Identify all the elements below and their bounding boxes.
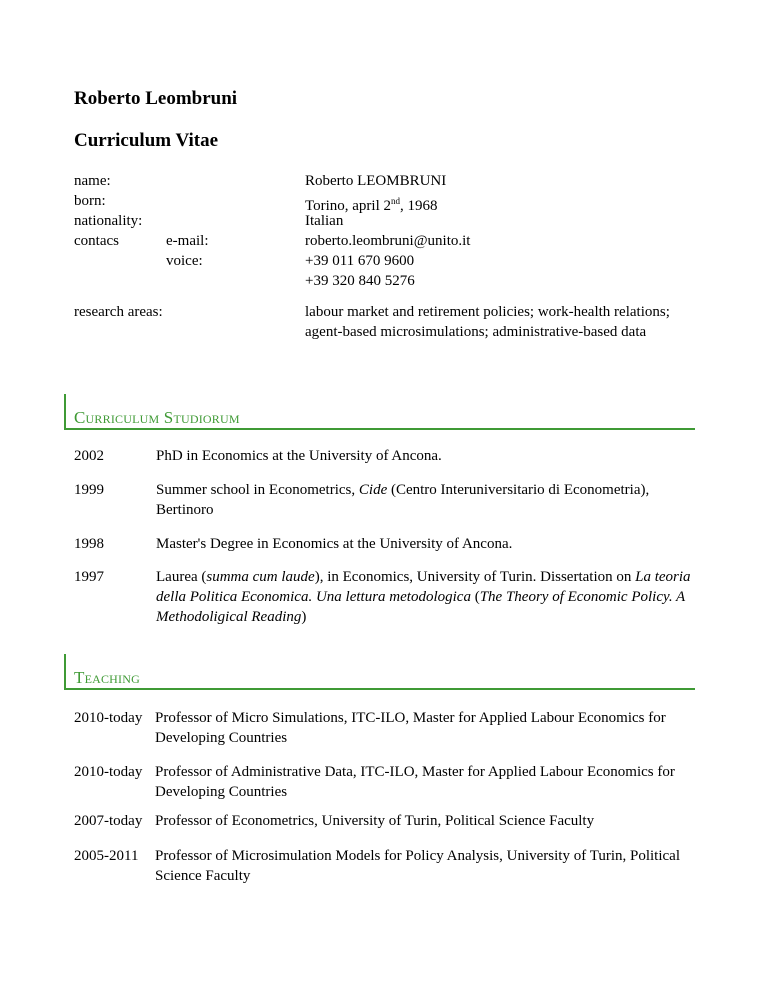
voice-label: voice:: [166, 253, 203, 269]
email-value[interactable]: roberto.leombruni@unito.it: [305, 233, 471, 249]
nationality-value: Italian: [305, 213, 344, 229]
entry-text: Summer school in Econometrics, Cide (Centro Interuniversitario di Econometria), Bertinoro: [156, 482, 650, 518]
section-heading-teaching: Teaching: [74, 668, 140, 687]
entry-text: Professor of Micro Simulations, ITC-ILO, Master for Applied Labour Economics for Developing Countries: [155, 710, 666, 746]
section-teaching: [64, 654, 695, 690]
author-name: Roberto Leombruni: [74, 88, 238, 109]
born-row: [74, 191, 714, 214]
entry-year: 1999: [74, 482, 104, 498]
section-studiorum: [64, 394, 695, 430]
born-year: , 1968: [400, 198, 438, 214]
nationality-label: nationality:: [74, 213, 143, 229]
entry-text: Laurea (summa cum laude), in Economics, University of Turin. Dissertation on La teoria della Politica Economica. Una lettura metodologica (The Theory of Economic Policy. A Methodoligical Reading): [156, 569, 691, 625]
voice-value-1: +39 011 670 9600: [305, 253, 415, 269]
born-ordinal: nd: [391, 196, 401, 206]
entry-text: Professor of Microsimulation Models for Policy Analysis, University of Turin, Political Science Faculty: [155, 848, 680, 884]
entry-year: 1997: [74, 569, 104, 585]
voice-row: [74, 251, 714, 271]
contacts-label: contacs: [74, 233, 119, 249]
research-label: research areas:: [74, 304, 163, 320]
voice-value-2: +39 320 840 5276: [305, 273, 415, 289]
name-label: name:: [74, 173, 111, 189]
entry-year: 2010-today: [74, 710, 143, 726]
born-date: Torino, april 2: [305, 198, 392, 214]
research-value: labour market and retirement policies; work-health relations; agent-based microsimulations; administrative-based data: [305, 304, 670, 340]
nationality-row: [74, 211, 714, 231]
born-label: born:: [74, 193, 106, 209]
entry-year: 2010-today: [74, 764, 143, 780]
email-label: e-mail:: [166, 233, 209, 249]
name-value: Roberto LEOMBRUNI: [305, 173, 447, 189]
email-row: [74, 231, 714, 251]
entry-text: PhD in Economics at the University of Ancona.: [156, 448, 442, 464]
entry-text: Professor of Econometrics, University of Turin, Political Science Faculty: [155, 813, 595, 829]
entry-text: Professor of Administrative Data, ITC-ILO, Master for Applied Labour Economics for Developing Countries: [155, 764, 675, 800]
entry-text: Master's Degree in Economics at the University of Ancona.: [156, 536, 513, 552]
entry-year: 2007-today: [74, 813, 143, 829]
entry-year: 2002: [74, 448, 104, 464]
section-heading-studiorum: Curriculum Studiorum: [74, 408, 240, 427]
voice-row-2: [74, 271, 714, 291]
personal-info: [74, 171, 714, 291]
document-title: Curriculum Vitae: [74, 130, 219, 151]
entry-year: 1998: [74, 536, 104, 552]
name-row: [74, 171, 714, 191]
entry-year: 2005-2011: [74, 848, 139, 864]
